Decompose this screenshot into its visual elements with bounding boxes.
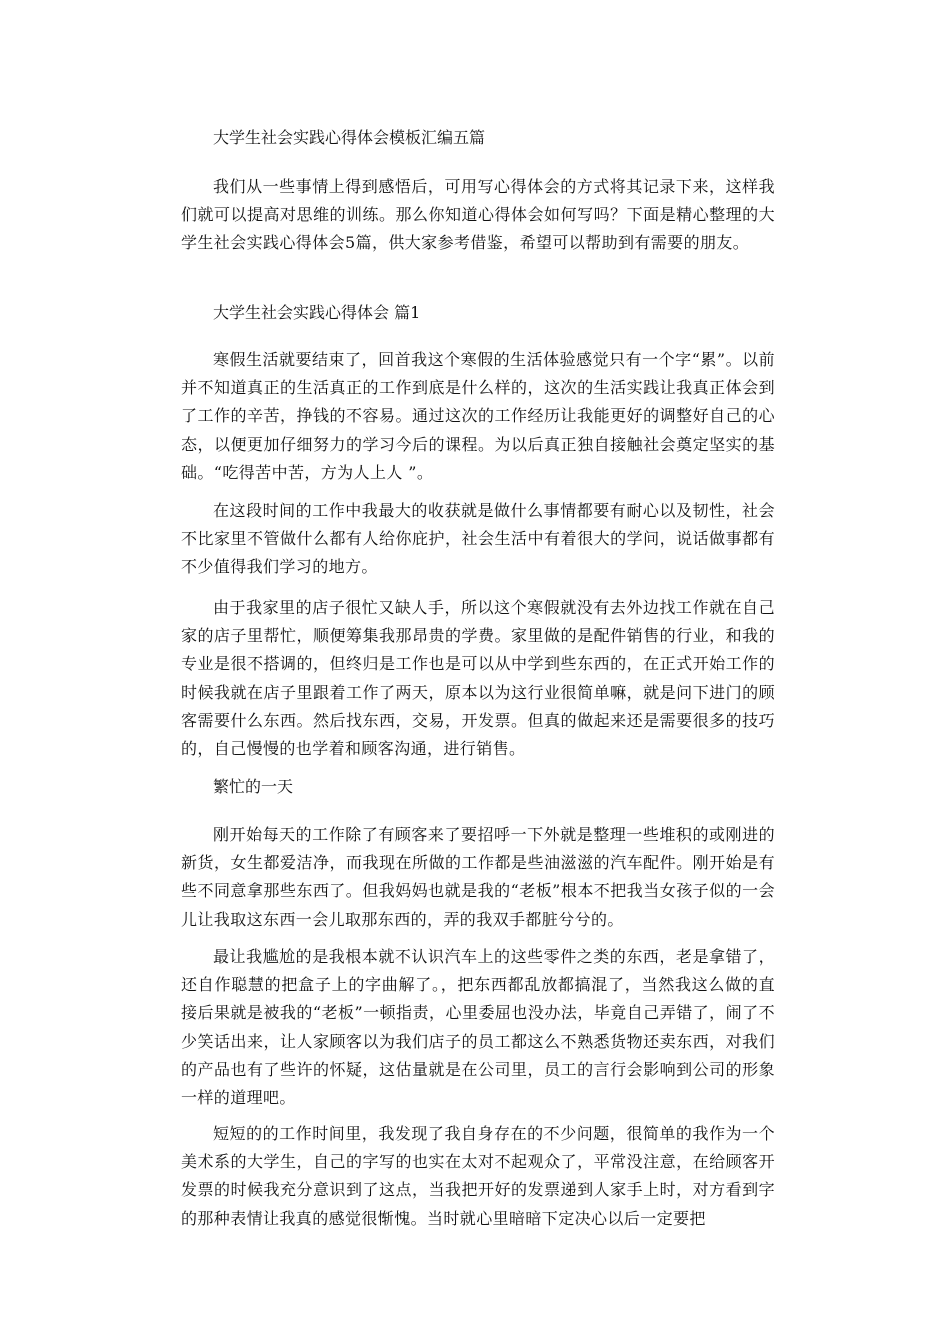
paragraph-2: 在这段时间的工作中我最大的收获就是做什么事情都要有耐心以及韧性，社会不比家里不管做什么都有人给你庇护，社会生活中有着很大的学问，说话做事都有不少值得我们学习的地方。 xyxy=(181,501,775,577)
paragraph-3: 由于我家里的店子很忙又缺人手，所以这个寒假就没有去外边找工作就在自己家的店子里帮忙，顺便筹集我那昂贵的学费。家里做的是配件销售的行业，和我的专业是很不搭调的，但终归是工作也是可以从中学到些东西的，在正式开始工作的时候我就在店子里跟着工作了两天，原本以为这行业很简单嘛，就是问下进门的顾客需要什么东西。然后找东西，交易，开发票。但真的做起来还是需要很多的技巧的，自己慢慢的也学着和顾客沟通，进行销售。 xyxy=(181,598,775,759)
paragraph-5: 最让我尴尬的是我根本就不认识汽车上的这些零件之类的东西，老是拿错了，还自作聪慧的把盒子上的字曲解了。，把东西都乱放都搞混了，当然我这么做的直接后果就是被我的“老板”一顿指责，心里委屈也没办法，毕竟自己弄错了，闹了不少笑话出来，让人家顾客以为我们店子的员工都这么不熟悉货物还卖东西，对我们的产品也有了些许的怀疑，这估量就是在公司里，员工的言行会影响到公司的形象一样的道理吧。 xyxy=(181,947,775,1108)
paragraph-4: 刚开始每天的工作除了有顾客来了要招呼一下外就是整理一些堆积的或刚进的新货，女生都爱洁净，而我现在所做的工作都是些油滋滋的汽车配件。刚开始是有些不同意拿那些东西了。但我妈妈也就是我的“老板”根本不把我当女孩子似的一会儿让我取这东西一会儿取那东西的，弄的我双手都脏兮兮的。 xyxy=(181,825,775,929)
paragraph-6: 短短的的工作时间里，我发现了我自身存在的不少问题，很简单的我作为一个美术系的大学生，自己的字写的也实在太对不起观众了，平常没注意，在给顾客开发票的时候我充分意识到了这点，当我把开好的发票递到人家手上时，对方看到字的那种表情让我真的感觉很惭愧。当时就心里暗暗下定决心以后一定要把 xyxy=(181,1124,775,1228)
paragraph-1: 寒假生活就要结束了，回首我这个寒假的生活体验感觉只有一个字“累”。以前并不知道真正的生活真正的工作到底是什么样的，这次的生活实践让我真正体会到了工作的辛苦，挣钱的不容易。通过这次的工作经历让我能更好的调整好自己的心态，以便更加仔细努力的学习今后的课程。为以后真正独自接触社会奠定坚实的基础。“吃得苦中苦，方为人上人 ”。 xyxy=(181,350,775,482)
document-title: 大学生社会实践心得体会模板汇编五篇 xyxy=(213,128,486,147)
subheading-busy-day: 繁忙的一天 xyxy=(213,777,294,796)
intro-paragraph: 我们从一些事情上得到感悟后，可用写心得体会的方式将其记录下来，这样我们就可以提高对思维的训练。那么你知道心得体会如何写吗？下面是精心整理的大学生社会实践心得体会5篇，供大家参考借鉴，希望可以帮助到有需要的朋友。 xyxy=(181,177,775,253)
section-1-heading: 大学生社会实践心得体会 篇1 xyxy=(213,303,421,322)
